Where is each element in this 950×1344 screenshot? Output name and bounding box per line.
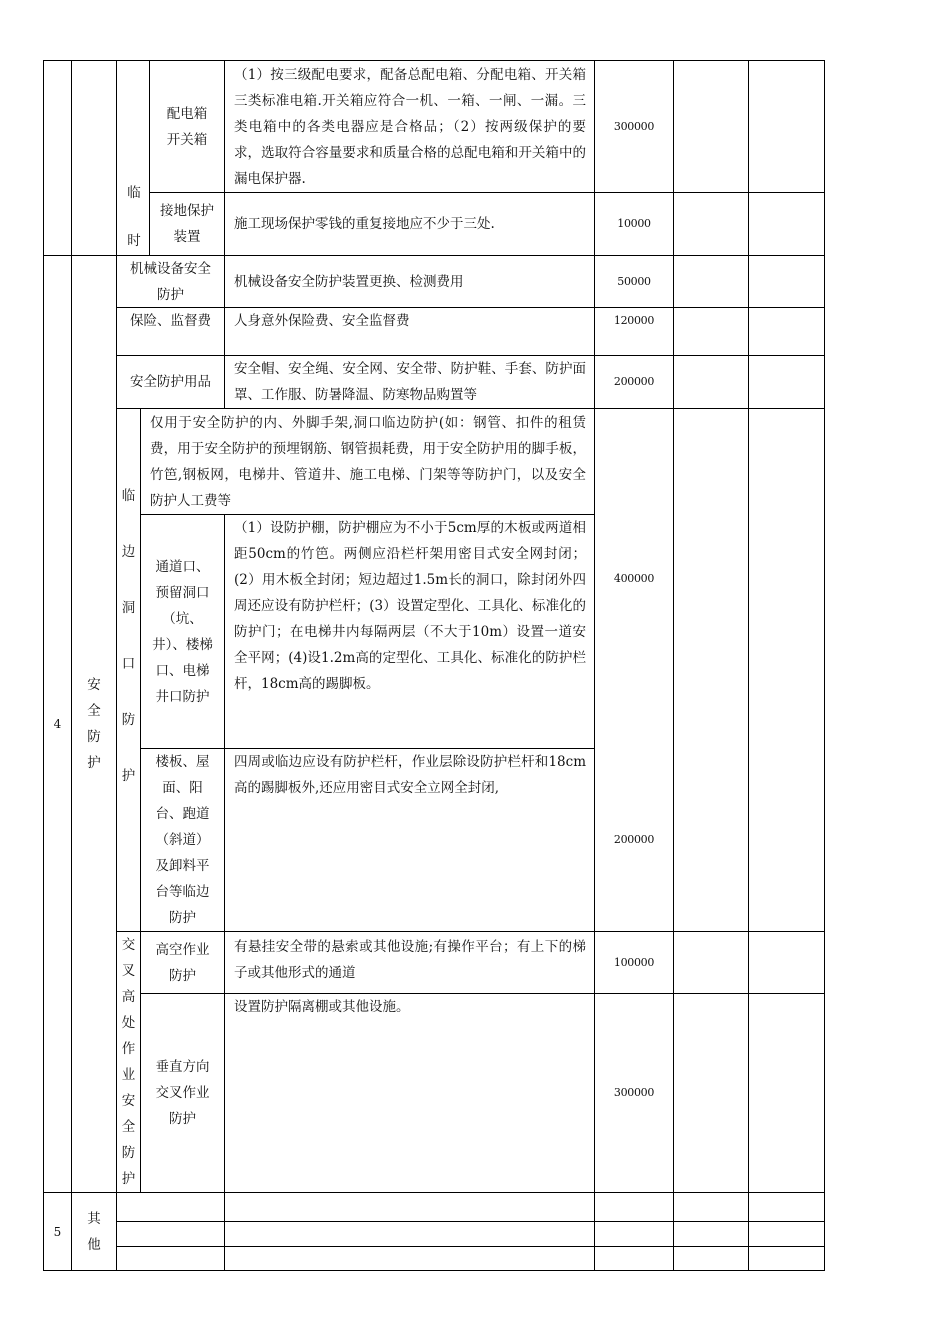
- item-amount-height-work: 100000: [613, 955, 655, 969]
- group-edge-opening-label: 临 边 洞 口 防 护: [121, 488, 136, 784]
- item-name-grounding: 接地保护 装置: [160, 203, 214, 245]
- item-amount-vertical-cross-work: 300000: [613, 1086, 655, 1099]
- section-5-number: 5: [53, 1224, 62, 1239]
- item-name-height-work: 高空作业 防护: [155, 941, 210, 984]
- item-name-machinery: 机械设备安全 防护: [130, 260, 211, 303]
- item-name-vertical-cross-work: 垂直方向 交叉作业 防护: [155, 1059, 210, 1127]
- item-amount-distribution-box: 300000: [613, 119, 655, 133]
- item-amount-edge-openings: 400000: [613, 571, 655, 585]
- item-name-insurance: 保险、监督费: [130, 313, 211, 329]
- item-desc-vertical-cross-work: 设置防护隔离棚或其他设施。: [234, 999, 410, 1015]
- item-amount-floor-edges: 200000: [613, 833, 655, 846]
- section-4-number: 4: [53, 717, 62, 731]
- group-cross-height-work-label: 交 叉 高 处 作 业 安 全 防 护: [121, 937, 136, 1187]
- item-desc-distribution-box: （1）按三级配电要求，配备总配电箱、分配电箱、开关箱三类标准电箱.开关箱应符合一机、一箱、一闸、一漏。三类电箱中的各类电器应是合格品；（2）按两级保护的要求，选取符合容量要求和质量合格的总配电箱和开关箱中的漏电保护器.: [234, 67, 586, 187]
- item-desc-height-work: 有悬挂安全带的悬索或其他设施;有操作平台；有上下的梯子或其他形式的通道: [234, 939, 586, 981]
- item-desc-machinery: 机械设备安全防护装置更换、检测费用: [234, 273, 464, 290]
- section-4-name: 安 全 防 护: [87, 677, 101, 771]
- section-temp-label-char1: 临: [127, 185, 141, 201]
- item-desc-ppe: 安全帽、安全绳、安全网、安全带、防护鞋、手套、防护面罩、工作服、防暑降温、防寒物品购置等: [234, 361, 586, 403]
- item-amount-ppe: 200000: [613, 375, 655, 388]
- item-desc-grounding: 施工现场保护零钱的重复接地应不少于三处.: [234, 216, 495, 232]
- group-edge-opening-general-desc: 仅用于安全防护的内、外脚手架,洞口临边防护(如：钢管、扣件的租赁费，用于安全防护的预埋钢筋、钢管损耗费，用于安全防护用的脚手板，竹笆,钢板网，电梯井、管道井、施工电梯、门架等等防护门，以及安全防护人工费等: [150, 415, 586, 509]
- section-5-name: 其 他: [87, 1210, 101, 1253]
- item-amount-grounding: 10000: [617, 217, 651, 230]
- item-desc-floor-edges: 四周或临边应设有防护栏杆，作业层除设防护栏杆和18cm高的踢脚板外,还应用密目式安全立网全封闭,: [234, 754, 586, 796]
- item-desc-insurance: 人身意外保险费、安全监督费: [234, 313, 410, 329]
- item-name-ppe: 安全防护用品: [130, 374, 211, 390]
- section-temp-label-char2: 时: [127, 233, 141, 249]
- item-name-passage-openings: 通道口、 预留洞口 （坑、 井）、楼梯 口、电梯 井口防护: [152, 558, 213, 705]
- item-name-floor-edges: 楼板、屋 面、阳 台、跑道 （斜道） 及卸料平 台等临边 防护: [155, 754, 210, 926]
- item-desc-passage-openings: （1）设防护棚，防护棚应为不小于5cm厚的木板或两道相距50cm的竹笆。两侧应沿栏杆架用密目式安全网封闭；(2）用木板全封闭；短边超过1.5m长的洞口，除封闭外四周还应设有防护栏杆；(3）设置定型化、工具化、标准化的防护门；在电梯井内每隔两层（不大于10m）设置一道安全平网；(4)设1.2m高的定型化、工具化、标准化的防护栏杆，18cm高的踢脚板。: [234, 520, 586, 692]
- item-amount-insurance: 120000: [613, 314, 655, 327]
- item-name-distribution-box: 配电箱 开关箱: [166, 105, 208, 148]
- item-amount-machinery: 50000: [617, 274, 651, 288]
